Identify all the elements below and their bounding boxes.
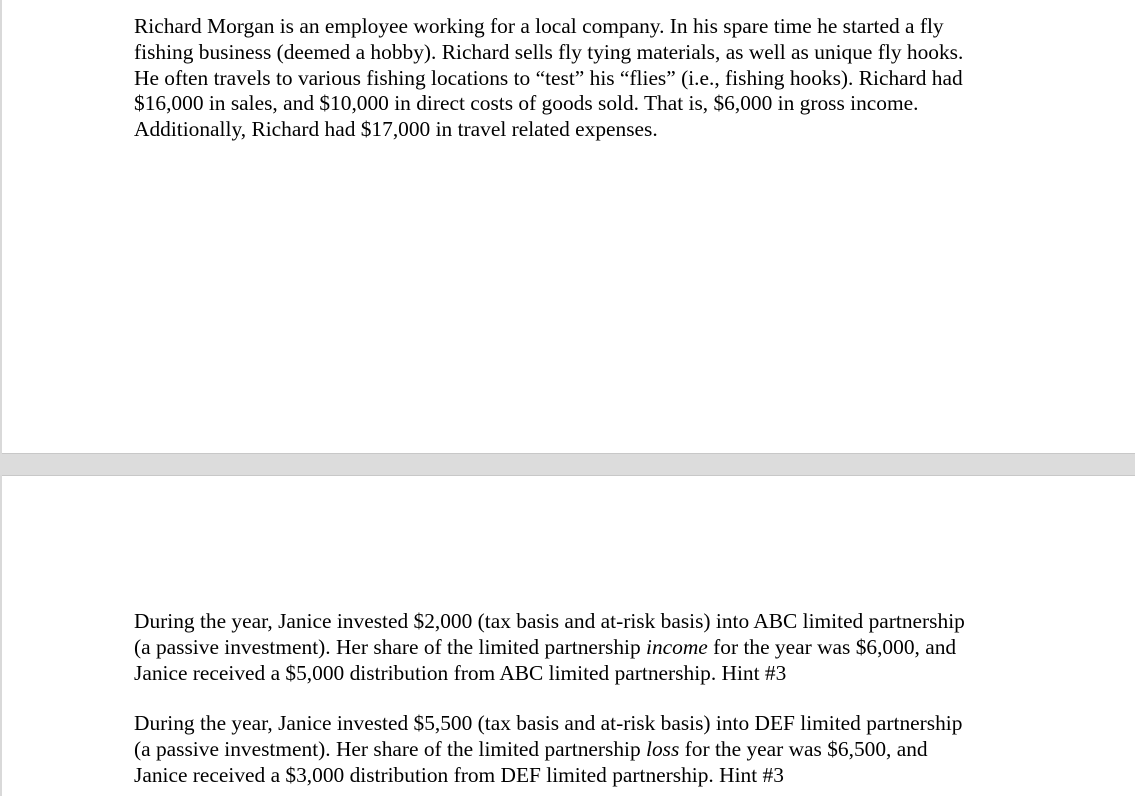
text-line: Janice received a $5,000 distribution from ABC limited partnership. Hint #3 xyxy=(134,660,787,685)
abc-partnership-paragraph xyxy=(134,609,1024,686)
text-segment: (a passive investment). Her share of the limited partnership xyxy=(134,736,647,761)
text-segment: (a passive investment). Her share of the limited partnership xyxy=(134,634,647,659)
def-partnership-paragraph xyxy=(134,711,1024,788)
emphasis-loss: loss xyxy=(646,736,680,761)
text-segment: for the year was $6,500, and xyxy=(679,736,928,761)
text-line xyxy=(134,737,1024,763)
text-line: Additionally, Richard had $17,000 in travel related expenses. xyxy=(134,117,658,142)
page-separator xyxy=(0,454,1135,475)
text-line: He often travels to various fishing locations to “test” his “flies” (i.e., fishing hooks). Richard had xyxy=(134,65,963,90)
richard-morgan-paragraph xyxy=(134,14,1024,143)
text-line: During the year, Janice invested $2,000 (tax basis and at-risk basis) into ABC limited partnership xyxy=(134,609,965,633)
text-line: fishing business (deemed a hobby). Richard sells fly tying materials, as well as unique fly hooks. xyxy=(134,39,964,64)
text-line: Janice received a $3,000 distribution from DEF limited partnership. Hint #3 xyxy=(134,762,784,787)
text-line: Richard Morgan is an employee working for a local company. In his spare time he started a fly xyxy=(134,14,944,38)
text-line xyxy=(134,635,1024,661)
text-segment: for the year was $6,000, and xyxy=(707,634,957,659)
text-line: During the year, Janice invested $5,500 (tax basis and at-risk basis) into DEF limited partnership xyxy=(134,711,963,735)
emphasis-income: income xyxy=(646,634,708,659)
text-line: $16,000 in sales, and $10,000 in direct costs of goods sold. That is, $6,000 in gross income. xyxy=(134,91,919,116)
